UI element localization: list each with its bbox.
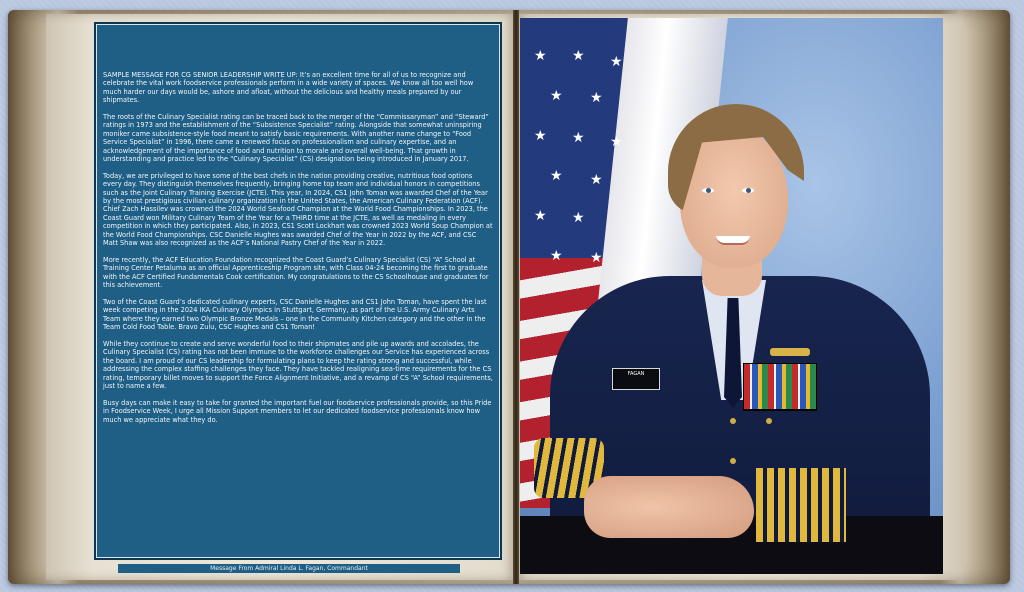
caption-bar: Message From Admiral Linda L. Fagan, Commandant [118,564,460,573]
star-icon: ★ [590,250,603,266]
eye [702,188,714,193]
paragraph-closing: Busy days can make it easy to take for granted the important fuel our foodservice professionals provide, so this Pride in Foodservice Week, I urge all Mission Support members to let our dedicated foodservice professionals know how much we appreciate what they do. [103,398,492,424]
paragraph-olympics: Two of the Coast Guard’s dedicated culinary experts, CSC Danielle Hughes and CS1 John Toman, have spent the last week competing in the 2024 IKA Culinary Olympics in Stuttgart, Germany, as part of the U.S. Army Culinary Arts Team where they earned two Olympic Bronze Medals – one in the Community Kitchen category and the other in the Team Cold Food Table. Bravo Zulu, CSC Hughes and CS1 Toman! [103,297,487,332]
commandant-portrait [520,18,943,574]
eye [742,188,754,193]
book-spine [513,10,519,584]
paragraph-achievements: Today, we are privileged to have some of the best chefs in the nation providing creative, nutritious food options every day. They distinguish themselves frequently, bringing home top team and individual honors in competitions such as the Joint Culinary Training Exercise (JCTE). This year, In 2024, CS1 John Toman was awarded Chef of the Year by the most prestigious civilian culinary organization in the United States, the American Culinary Federation (ACF). Chief Zach Hassilev was crowned the 2024 World Seafood Champion at the World Food Championships. In 2023, the Coast Guard won Military Culinary Team of the Year for a THIRD time at the JCTE, as well as medaling in every competition in which they participated. Also, in 2023, CS1 Scott Lockhart was crowned 2023 World Soup Champion at the World Food Championships. CSC Danielle Hughes was awarded Chef of the Year in 2022 by the ACF, and CSC Matt Shaw was also recognized as the ACF’s National Pastry Chef of the Year in 2022. [103,171,493,248]
star-icon: ★ [572,48,585,64]
paragraph-apprenticeship: More recently, the ACF Education Foundation recognized the Coast Guard’s Culinary Specialist (CS) “A” School at Training Center Petaluma as an official Apprenticeship Program site, with Class 04-24 becoming the first to graduate with the ACF Certified Fundamentals Cook certification. My congratulations to the CS Schoolhouse and graduates for this achievement. [103,255,489,290]
star-icon: ★ [610,134,623,150]
star-icon: ★ [550,168,563,184]
message-text-panel [96,24,500,558]
star-icon: ★ [590,172,603,188]
star-icon: ★ [550,248,563,264]
star-icon: ★ [550,88,563,104]
right-sleeve-stripes [756,468,846,542]
paragraph-challenges: While they continue to create and serve wonderful food to their shipmates and pile up awards and accolades, the Culinary Specialist (CS) rating has not been immune to the workforce challenges our Service has experienced across the board. I am proud of our CS leadership for formulating plans to keep the rating strong and successful, while addressing the complex staffing challenges they face. They have tackled realigning sea-time requirements for the CS rating, temporary billet moves to support the Force Alignment Initiative, and a revamp of CS “A” School requirements, just to name a few. [103,339,493,390]
uniform-button [766,418,772,424]
star-icon: ★ [534,208,547,224]
star-icon: ★ [534,48,547,64]
paragraph-history: The roots of the Culinary Specialist rating can be traced back to the merger of the “Commissaryman” and “Steward” ratings in 1973 and the establishment of the “Subsistence Specialist” rating. Alongside that somewhat uninspiring moniker came subsistence-style food meant to satisfy basic requirements. With another name change to “Food Service Specialist” in 1996, there came a renewed focus on professionalism and culinary expertise, and an acknowledgement of the importance of food and nutrition to morale and overall well-being. That growth in understanding and practice led to the “Culinary Specialist” (CS) designation being introduced in January 2017. [103,113,489,164]
warfare-insignia [770,348,810,356]
ribbon-rack [744,364,816,410]
folded-hands [584,476,754,538]
nametag: FAGAN [612,368,660,390]
uniform-button [730,418,736,424]
star-icon: ★ [534,128,547,144]
paragraph-intro: SAMPLE MESSAGE FOR CG SENIOR LEADERSHIP WRITE UP: It’s an excellent time for all of us to recognize and celebrate the vital work foodservice professionals perform in a wide variety of spaces. We know all too well how much harder our days would be, ashore and afloat, without the delicious and healthy meals prepared by our shipmates. [103,71,474,105]
star-icon: ★ [590,90,603,106]
star-icon: ★ [572,210,585,226]
mouth [716,236,750,245]
uniform-button [730,458,736,464]
star-icon: ★ [610,54,623,70]
star-icon: ★ [572,130,585,146]
